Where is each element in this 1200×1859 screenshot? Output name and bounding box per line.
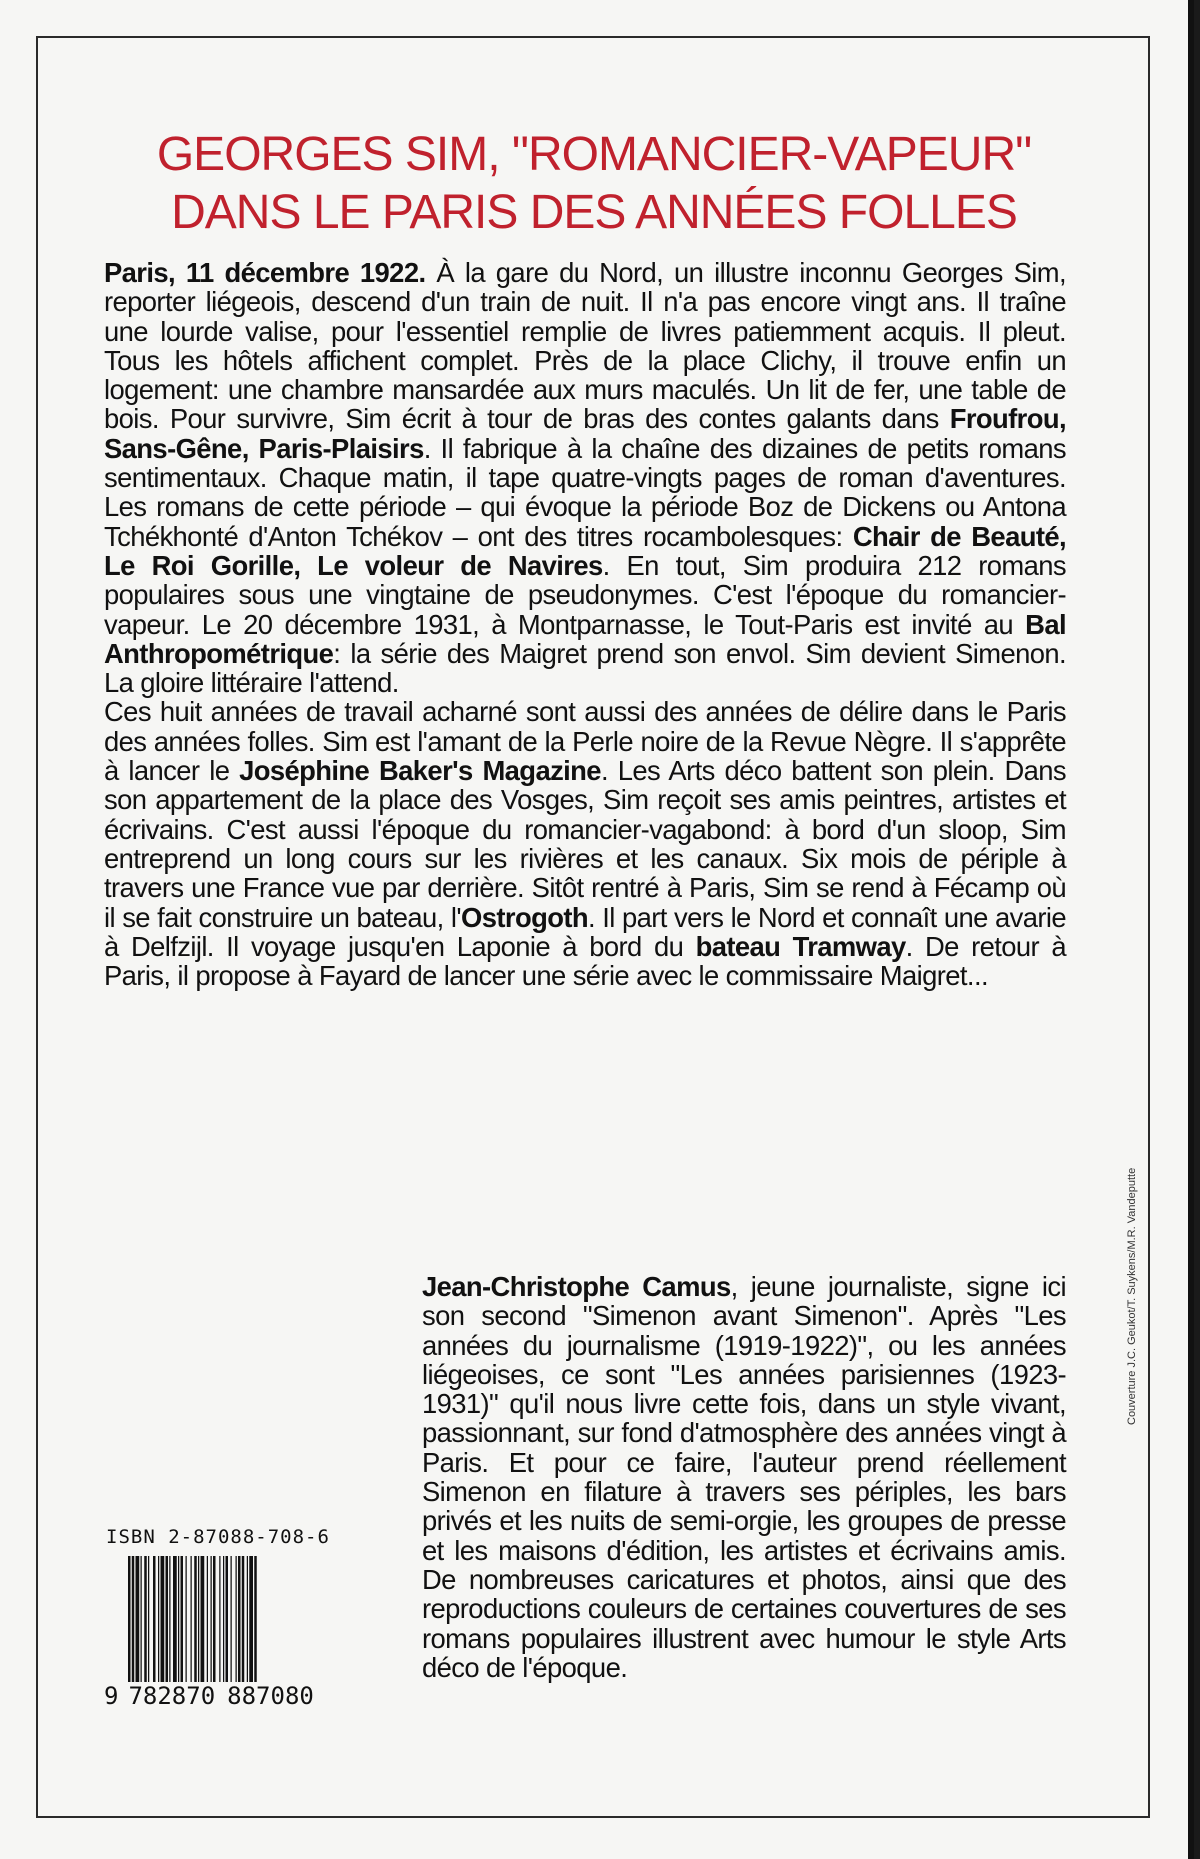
barcode-bar <box>178 1556 179 1682</box>
boat-name: Ostrogoth <box>461 901 589 933</box>
barcode-bar <box>161 1556 165 1682</box>
barcode-bar <box>158 1556 159 1682</box>
barcode-bar <box>169 1556 170 1682</box>
barcode-digits-right: 887080 <box>227 1682 314 1710</box>
barcode-bar <box>242 1556 245 1682</box>
magazine-name: Joséphine Baker's Magazine <box>239 755 601 787</box>
barcode-bar <box>247 1556 248 1682</box>
summary-text-run: . Il part vers le Nord et connaît une avarie à Delfzijl. Il voyage jusqu'en Laponie à bord du <box>104 901 1066 962</box>
summary-text-run: À la gare du Nord, un illustre inconnu Georges Sim, reporter liégeois, descend d'un train de nuit. Il n'a pas encore vingt ans. Il traîne une lourde valise, pour l'essentiel remplie de livres patiemment acquis. Il pleut. Tous les hôtels affichent complet. Près de la place Clichy, il trouve enfin un logement: une chambre mansardée aux murs maculés. Un lit de fer, une table de bois. Pour survivre, Sim écrit à tour de bras des contes galants dans <box>104 257 1066 435</box>
barcode-bar <box>198 1556 199 1682</box>
barcode-bar <box>186 1556 187 1682</box>
title-line-2: DANS LE PARIS DES ANNÉES FOLLES <box>171 186 1017 239</box>
summary-text-run: . De retour à Paris, il propose à Fayard de lancer une série avec le commissaire Maigret... <box>104 930 1066 992</box>
bio-text-run: , jeune journaliste, signe ici son second "Simenon avant Simenon". Après "Les années du journalisme (1919-1922)", ou les années liégeoises, ce sont "Les années parisiennes (1923-1931)" qu'il nous livre cette fois, dans un style vivant, passionnant, sur fond d'atmosphère des années vingt à Paris. Et pour ce faire, l'auteur prend réellement Simenon en filature à travers ses périples, les bars privés et les nuits de semi-orgie, les groupes de presse et les maisons d'édition, les artistes et écrivains amis. De nombreuses caricatures et photos, ainsi que des reproductions couleurs de certaines couvertures de ses romans populaires illustrent avec humour le style Arts déco de l'époque. <box>422 1271 1066 1683</box>
summary-paragraph-2 <box>104 697 1066 990</box>
barcode-bar <box>144 1556 147 1682</box>
summary-text-run: Ces huit années de travail acharné sont aussi des années de délire dans le Paris des années folles. Sim est l'amant de la Perle noire de la Revue Nègre. Il s'apprête à lancer le <box>104 696 1066 787</box>
barcode-bar <box>153 1556 156 1682</box>
barcode-bar <box>173 1556 177 1682</box>
cover-credit: Couverture J.C. Geukot/T. Suykens/M.R. Vandeputte <box>1126 1167 1138 1425</box>
summary-text <box>104 258 1066 990</box>
barcode-bar <box>181 1556 184 1682</box>
barcode-bar <box>141 1556 142 1682</box>
barcode-bar <box>219 1556 220 1682</box>
barcode-digit-lead: 9 <box>104 1682 119 1710</box>
isbn-block <box>104 1526 366 1726</box>
title-line-1: GEORGES SIM, "ROMANCIER-VAPEUR" <box>156 128 1032 181</box>
barcode-bar <box>191 1556 192 1682</box>
isbn-label: ISBN 2-87088-708-6 <box>106 1526 330 1548</box>
barcode-bar <box>201 1556 205 1682</box>
barcode-bar <box>226 1556 229 1682</box>
barcode-digits <box>104 1682 316 1710</box>
summary-paragraph-1 <box>104 258 1066 697</box>
tramway-name: bateau Tramway <box>695 930 906 962</box>
barcode-bar <box>213 1556 216 1682</box>
summary-text-run: : la série des Maigret prend son envol. Sim devient Simenon. La gloire littéraire l'attend. <box>104 637 1066 699</box>
barcode-bar <box>231 1556 232 1682</box>
barcode-digits-left: 782870 <box>128 1682 216 1710</box>
barcode-bar <box>223 1556 224 1682</box>
barcode-bar <box>207 1556 208 1682</box>
barcode-bar <box>166 1556 169 1682</box>
summary-text-run: . En tout, Sim produira 212 romans populaires sous une vingtaine de pseudonymes. C'est l'époque du romancier-vapeur. Le 20 décembre 1931, à Montparnasse, le Tout-Paris est invité au <box>104 549 1066 640</box>
date-heading: Paris, 11 décembre 1922. <box>104 257 426 288</box>
summary-text-run: . Les Arts déco battent son plein. Dans son appartement de la place des Vosges, Sim reçoit ses amis peintres, artistes et écrivains. C'est aussi l'époque du romancier-vagabond: à bord d'un sloop, Sim entreprend un long cours sur les rivières et les canaux. Six mois de périple à travers une France vue par derrière. Sitôt rentré à Paris, Sim se rend à Fécamp où il se fait construire un bateau, l' <box>104 755 1066 933</box>
magazine-titles: Froufrou, Sans-Gêne, Paris-Plaisirs <box>104 403 1066 464</box>
barcode-bar <box>136 1556 140 1682</box>
barcode-bar <box>238 1556 241 1682</box>
summary-text-run: . Il fabrique à la chaîne des dizaines de petits romans sentimentaux. Chaque matin, il tape quatre-vingts pages de roman d'aventures. Les romans de cette période – qui évoque la période Boz de Dickens ou Antona Tchékhonté d'Anton Tchékov – ont des titres rocambolesques: <box>104 432 1066 552</box>
barcode <box>104 1556 366 1710</box>
barcode-bar <box>148 1556 149 1682</box>
author-name: Jean-Christophe Camus <box>422 1271 731 1302</box>
barcode-bar <box>249 1556 253 1682</box>
cover-title <box>0 126 1188 242</box>
barcode-bar <box>236 1556 237 1682</box>
bal-title: Bal Anthropométrique <box>104 608 1066 669</box>
barcode-bar <box>211 1556 212 1682</box>
novel-titles: Chair de Beauté, Le Roi Gorille, Le voleur de Navires <box>104 520 1066 581</box>
